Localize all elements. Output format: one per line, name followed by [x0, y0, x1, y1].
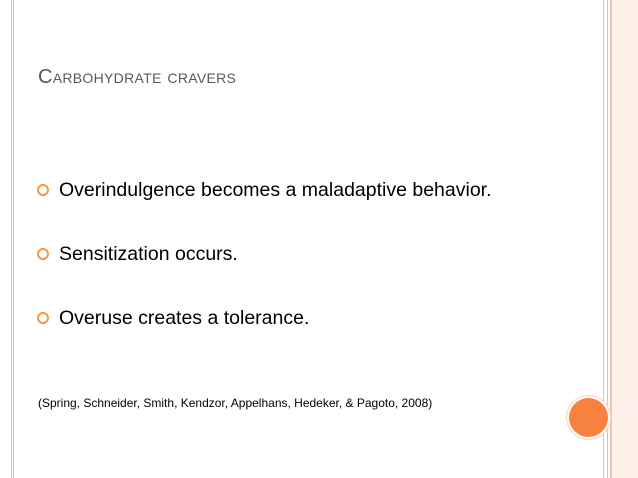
right-border-line-middle	[607, 0, 608, 478]
right-decorative-band	[611, 0, 638, 478]
left-border-line	[11, 0, 12, 478]
bullet-text: Overuse creates a tolerance.	[59, 306, 310, 329]
bullet-item	[37, 175, 597, 205]
hollow-circle-bullet-icon	[37, 312, 49, 324]
bullet-text: Overindulgence becomes a maladaptive behavior.	[59, 178, 492, 201]
bullet-item	[37, 239, 597, 269]
bullet-list	[37, 175, 597, 367]
bullet-item	[37, 303, 597, 333]
hollow-circle-bullet-icon	[37, 184, 49, 196]
hollow-circle-bullet-icon	[37, 248, 49, 260]
slide-title: Carbohydrate cravers	[38, 66, 237, 88]
decorative-orange-circle	[569, 398, 608, 437]
left-border-line-inner	[13, 0, 14, 478]
bullet-text: Sensitization occurs.	[59, 242, 238, 265]
citation: (Spring, Schneider, Smith, Kendzor, Appelhans, Hedeker, & Pagoto, 2008)	[38, 396, 433, 410]
